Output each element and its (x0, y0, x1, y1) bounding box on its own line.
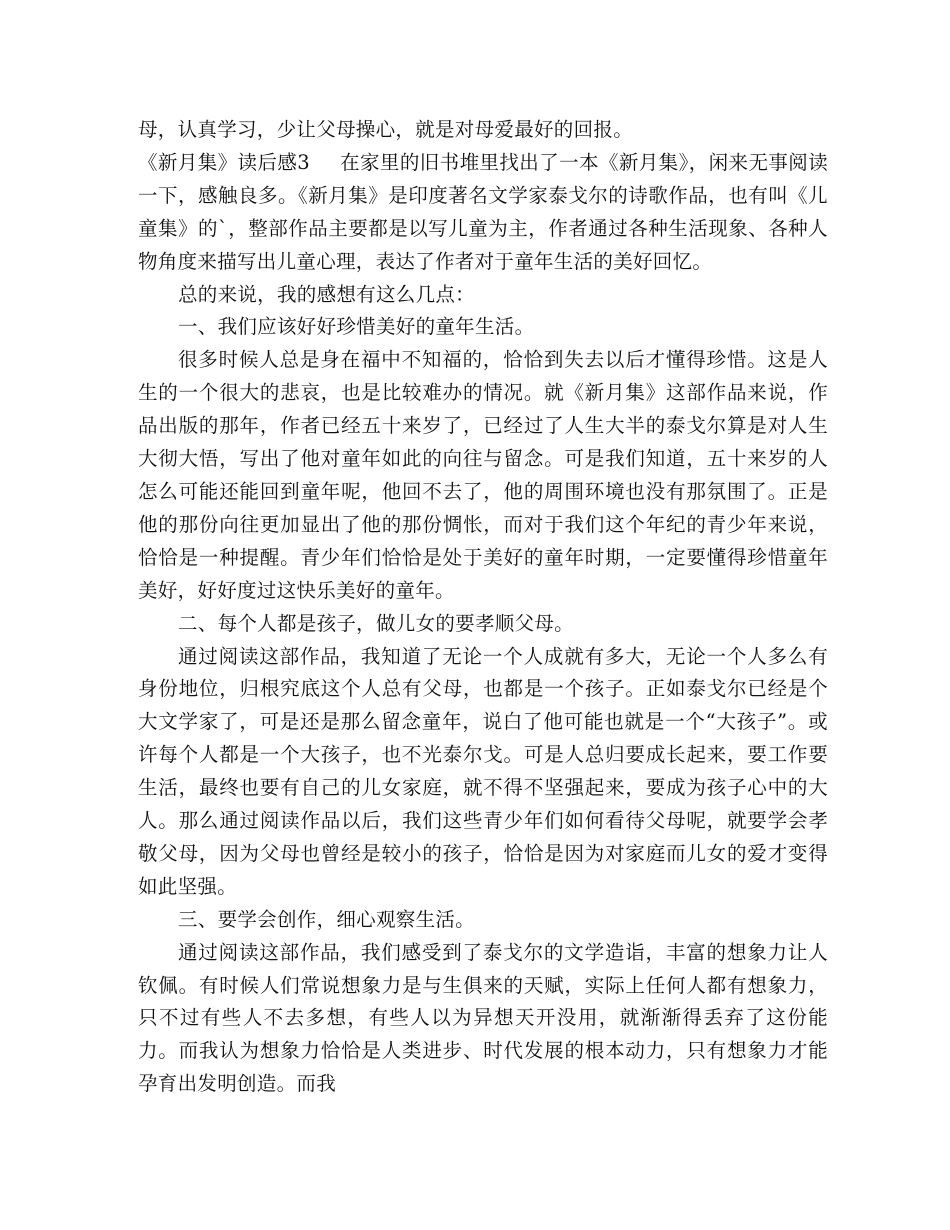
paragraph-essay-3-intro (138, 147, 828, 279)
heading-point-two: 二、每个人都是孩子，做儿女的要孝顺父母。 (177, 611, 574, 635)
document-body (138, 114, 828, 1101)
paragraph-continuation: 母，认真学习，少让父母操心，就是对母爱最好的回报。 (138, 118, 634, 141)
paragraph-point-three-body: 通过阅读这部作品，我们感受到了泰戈尔的文学造诣，丰富的想象力让人钦佩。有时候人们常说想象力是与生俱来的天赋，实际上任何人都有想象力，只不过有些人不去多想，有些人以为异想天开没用，就渐渐得丢弃了这份能力。而我认为想象力恰恰是人类进步、时代发展的根本动力，只有想象力才能孕育出发明创造。而我 (138, 940, 828, 1096)
heading-point-three: 三、要学会创作，细心观察生活。 (177, 907, 475, 931)
essay-intro-text: 在家里的旧书堆里找出了一本《新月集》，闲来无事阅读一下，感触良多。《新月集》是印度著名文学家泰戈尔的诗歌作品，也有叫《儿童集》的`，整部作品主要都是以写儿童为主，作者通过各种生活现象、各种人物角度来描写出儿童心理，表达了作者对于童年生活的美好回忆。 (138, 150, 828, 273)
paragraph-summary-lead: 总的来说，我的感想有这么几点： (177, 282, 475, 306)
heading-point-one: 一、我们应该好好珍惜美好的童年生活。 (177, 315, 535, 339)
essay-title: 《新月集》读后感3 (138, 150, 310, 174)
paragraph-point-two-body: 通过阅读这部作品，我知道了无论一个人成就有多大，无论一个人多么有身份地位，归根究底这个人总有父母，也都是一个孩子。正如泰戈尔已经是个大文学家了，可是还是那么留念童年，说白了他可能也就是一个“大孩子”。或许每个人都是一个大孩子，也不光泰尔戈。可是人总归要成长起来，要工作要生活，最终也要有自己的儿女家庭，就不得不坚强起来，要成为孩子心中的大人。那么通过阅读作品以后，我们这些青少年们如何看待父母呢，就要学会孝敬父母，因为父母也曾经是较小的孩子，恰恰是因为对家庭而儿女的爱才变得如此坚强。 (138, 644, 828, 898)
paragraph-point-one-body: 很多时候人总是身在福中不知福的，恰恰到失去以后才懂得珍惜。这是人生的一个很大的悲哀，也是比较难办的情况。就《新月集》这部作品来说，作品出版的那年，作者已经五十来岁了，已经过了人生大半的泰戈尔算是对人生大彻大悟，写出了他对童年如此的向往与留念。可是我们知道，五十来岁的人怎么可能还能回到童年呢，他回不去了，他的周围环境也没有那氛围了。正是他的那份向往更加显出了他的那份惆怅，而对于我们这个年纪的青少年来说，恰恰是一种提醒。青少年们恰恰是处于美好的童年时期，一定要懂得珍惜童年美好，好好度过这快乐美好的童年。 (138, 348, 828, 602)
